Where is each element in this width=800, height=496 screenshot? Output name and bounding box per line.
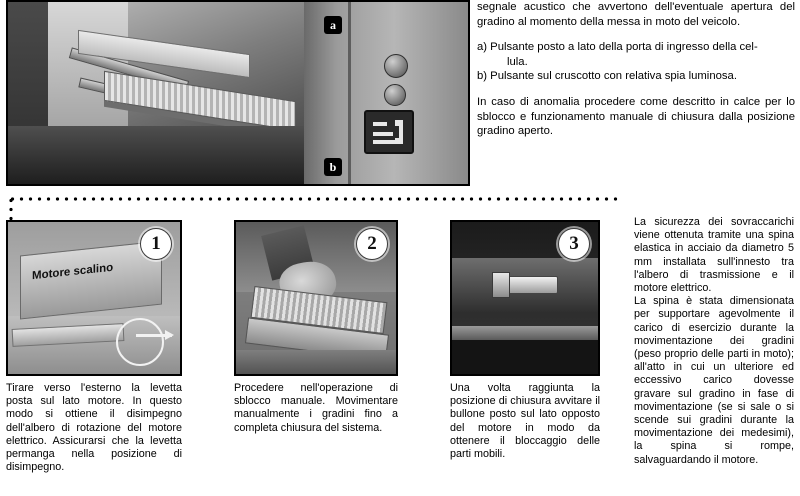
photo-step-extended-region — [8, 2, 308, 184]
caption-2: Procedere nell'operazione di sblocco manuale. Movimentare manualmente i gradini fino a completa chiusura del sistema. — [234, 382, 398, 434]
step-number-badge-1: 1 — [140, 228, 172, 260]
list-item-b — [477, 69, 795, 84]
pull-direction-arrow-icon — [136, 334, 172, 337]
intro-paragraph-1: segnale acustico che avvertono dell'eventuale apertura del gradino al momento della messa in moto del veicolo. — [477, 1, 795, 28]
step-panel-2 — [234, 220, 398, 435]
caption-1: Tirare verso l'esterno la levetta posta sul lato motore. In questo modo si ottiene il disimpegno dell'albero di rotazione del motore elettrico. Assicurarsi che la levetta permanga nella posizione di disimpegno. — [6, 382, 182, 474]
list-item-b-text: b) Pulsante sul cruscotto con relativa spia luminosa. — [477, 70, 737, 83]
step-panel-1 — [6, 220, 182, 474]
intro-paragraph-2: In caso di anomalia procedere come descritto in calce per lo sblocco e funzionamento manuale di chiusura dalla posizione gradino aperto. — [477, 95, 795, 138]
safety-paragraph-2: La spina è stata dimensionata per supportare agevolmente il carico di esercizio durante la movimentazione dei gradini (peso proprio delle parti in moto); all'atto in cui un ulteriore ed eccessivo carico dovesse gravare sul gradino in fase di movimentazione (se si sale o si scende sui gradini durante la movimentazione dei medesimi), la spina si rompe, salvaguardando il motore. — [634, 295, 794, 466]
control-knob-lower — [384, 84, 406, 106]
list-item-a — [477, 40, 795, 69]
ground-shadow — [8, 126, 308, 184]
callout-badge-a: a — [324, 16, 342, 34]
caption-3: Una volta raggiunta la posizione di chiusura avvitare il bullone posto sul lato opposto del motore in modo da ottenere il bloccaggio delle parti mobili. — [450, 382, 600, 461]
list-item-a-line1: a) Pulsante posto a lato della porta di ingresso della cel- — [477, 41, 758, 54]
photo-step-overview — [6, 0, 470, 186]
ground-area-panel-2 — [236, 350, 396, 374]
step-number-badge-3: 3 — [558, 228, 590, 260]
control-knob-upper — [384, 54, 408, 78]
photo-locking-bolt — [450, 220, 600, 376]
photo-manual-release — [234, 220, 398, 376]
photo-3-shadow-area — [452, 340, 598, 374]
step-frame-bar — [452, 326, 598, 340]
panel-seam — [348, 2, 351, 184]
step-panel-3 — [450, 220, 600, 461]
callout-badge-b: b — [324, 158, 342, 176]
dotted-divider-horizontal — [8, 196, 620, 202]
list-item-a-line2: lula. — [507, 55, 528, 68]
step-number-badge-2: 2 — [356, 228, 388, 260]
dotted-divider-vertical — [8, 196, 14, 220]
intro-text-block — [477, 0, 795, 150]
safety-paragraph-1: La sicurezza dei sovraccarichi viene ottenuta tramite una spina elastica in acciaio da diametro 5 mm installata sull'innesto tra l'albero di trasmissione e il motore elettrico. — [634, 216, 794, 295]
lever-highlight-circle — [116, 318, 164, 366]
lower-step-tread — [104, 71, 296, 131]
locking-bolt-head — [492, 272, 510, 298]
step-switch-button — [364, 110, 414, 154]
locking-bolt — [504, 276, 558, 294]
step-pictogram-icon — [371, 116, 407, 148]
motor-housing-label: Motore scalino — [32, 261, 114, 283]
safety-notes-column — [634, 216, 794, 467]
photo-step-motor-lever — [6, 220, 182, 376]
